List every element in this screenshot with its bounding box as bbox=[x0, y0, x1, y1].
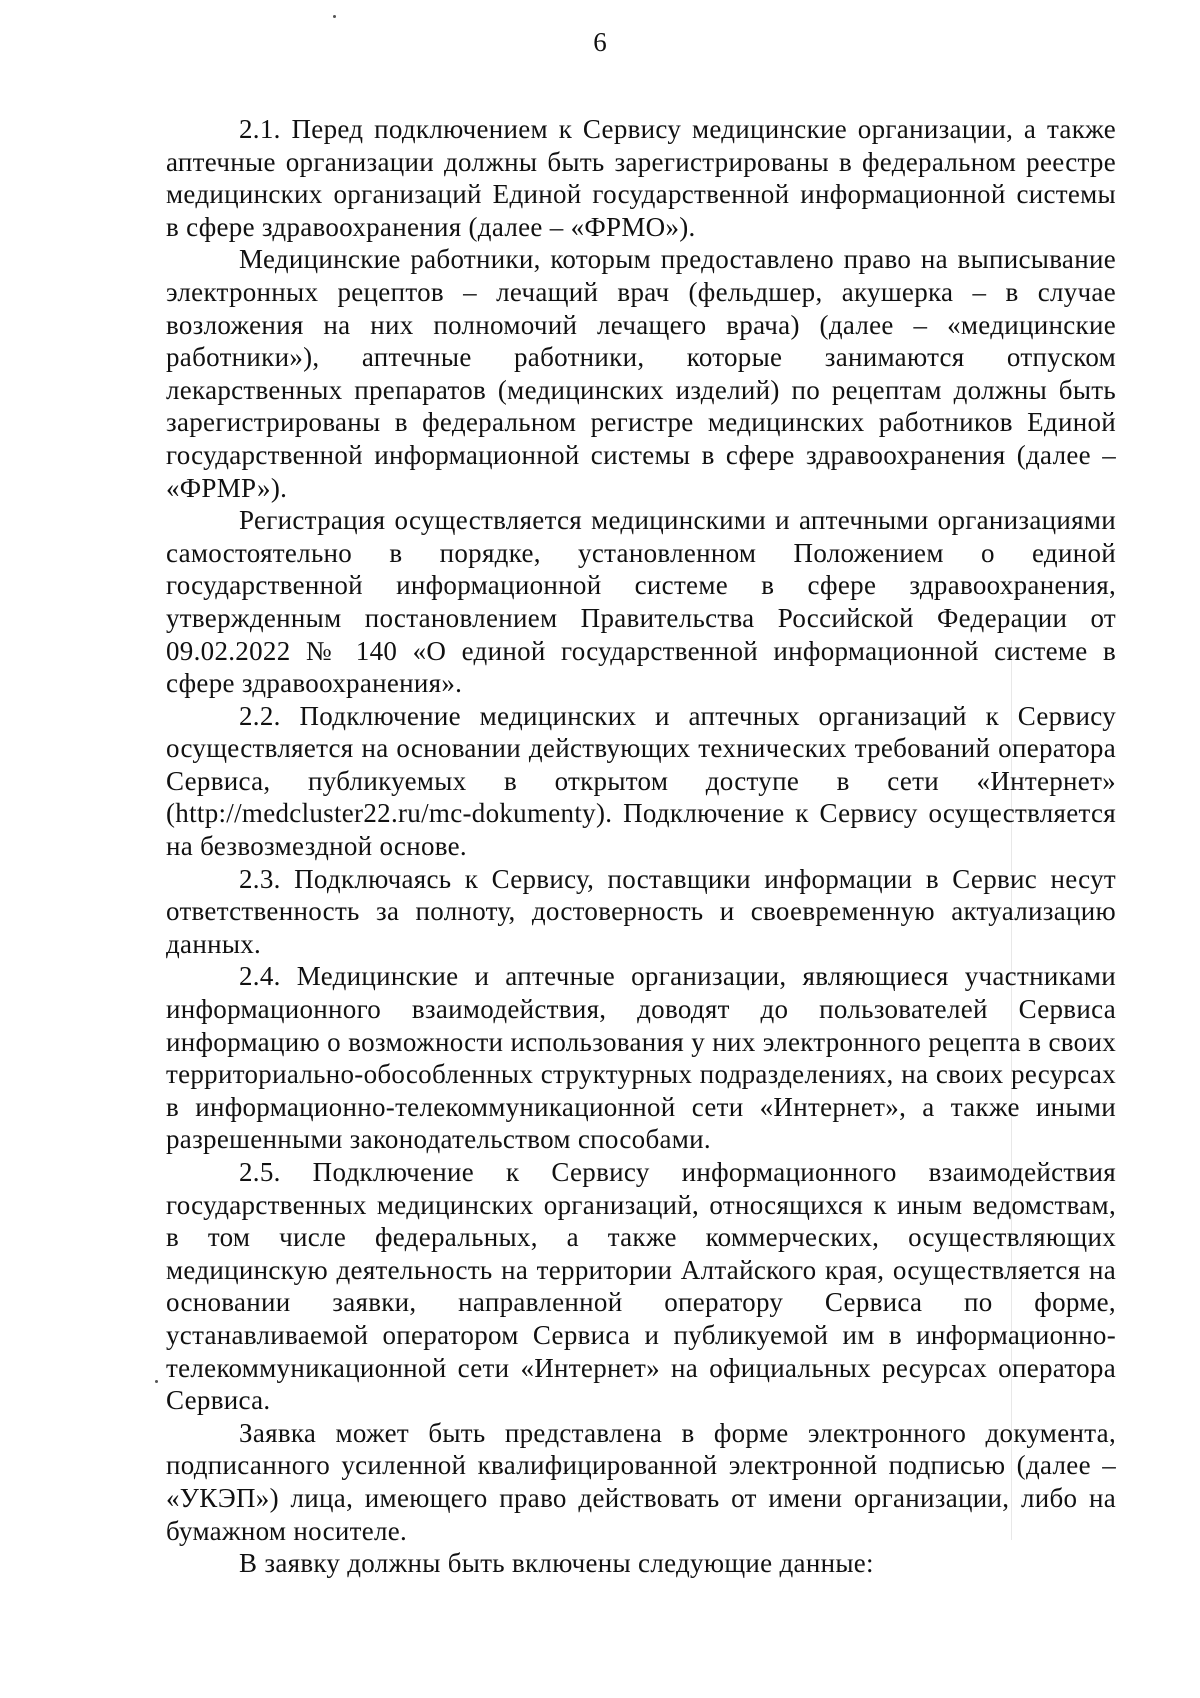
paragraph-registration: Регистрация осуществляется медицинскими и аптечными организациями самостоятельно в порядке, установленном Положением о единой государственной информационной системе в сфере здравоохранения, утвержденным постановлением Правительства Российской Федерации от 09.02.2022 № 140 «О единой государственной информационной системе в сфере здравоохранения». bbox=[166, 505, 1116, 699]
paragraph-application-data: В заявку должны быть включены следующие данные: bbox=[239, 1548, 874, 1579]
paragraph-2-4: 2.4. Медицинские и аптечные организации, являющиеся участниками информационного взаимодействия, доводят до пользователей Сервиса информацию о возможности использования у них электронного рецепта в своих территориально-обособленных структурных подразделениях, на своих ресурсах в информационно-телекоммуникационной сети «Интернет», а также иными разрешенными законодательством способами. bbox=[166, 961, 1116, 1155]
paragraph-2-5: 2.5. Подключение к Сервису информационного взаимодействия государственных медицинских организаций, относящихся к иным ведомствам, в том числе федеральных, а также коммерческих, осуществляющих медицинскую деятельность на территории Алтайского края, осуществляется на основании заявки, направленной оператору Сервиса по форме, устанавливаемой оператором Сервиса и публикуемой им в информационно-телекоммуникационной сети «Интернет» на официальных ресурсах оператора Сервиса. bbox=[166, 1157, 1116, 1416]
document-body bbox=[166, 113, 1116, 1580]
paragraph-2-2: 2.2. Подключение медицинских и аптечных организаций к Сервису осуществляется на основании действующих технических требований оператора Сервиса, публикуемых в открытом доступе в сети «Интернет» (http://medcluster22.ru/mc-dokumenty). Подключение к Сервису осуществляется на безвозмездной основе. bbox=[166, 700, 1116, 862]
page-number: 6 bbox=[593, 27, 607, 57]
paragraph-application-form: Заявка может быть представлена в форме электронного документа, подписанного усиленной квалифицированной электронной подписью (далее – «УКЭП») лица, имеющего право действовать от имени организации, либо на бумажном носителе. bbox=[166, 1417, 1116, 1546]
paragraph-medical-workers: Медицинские работники, которым предоставлено право на выписывание электронных рецептов – лечащий врач (фельдшер, акушерка – в случае возложения на них полномочий лечащего врача) (далее – «медицинские работники»), аптечные работники, которые занимаются отпуском лекарственных препаратов (медицинских изделий) по рецептам должны быть зарегистрированы в федеральном регистре медицинских работников Единой государственной информационной системы в сфере здравоохранения (далее – «ФРМР»). bbox=[166, 244, 1116, 503]
scan-speck bbox=[333, 15, 336, 18]
scan-speck bbox=[155, 1380, 158, 1383]
paragraph-2-1: 2.1. Перед подключением к Сервису медицинские организации, а также аптечные организации должны быть зарегистрированы в федеральном реестре медицинских организаций Единой государственной информационной системы в сфере здравоохранения (далее – «ФРМО»). bbox=[166, 114, 1116, 242]
paragraph-2-3: 2.3. Подключаясь к Сервису, поставщики информации в Сервис несут ответственность за полноту, достоверность и своевременную актуализацию данных. bbox=[166, 863, 1116, 959]
